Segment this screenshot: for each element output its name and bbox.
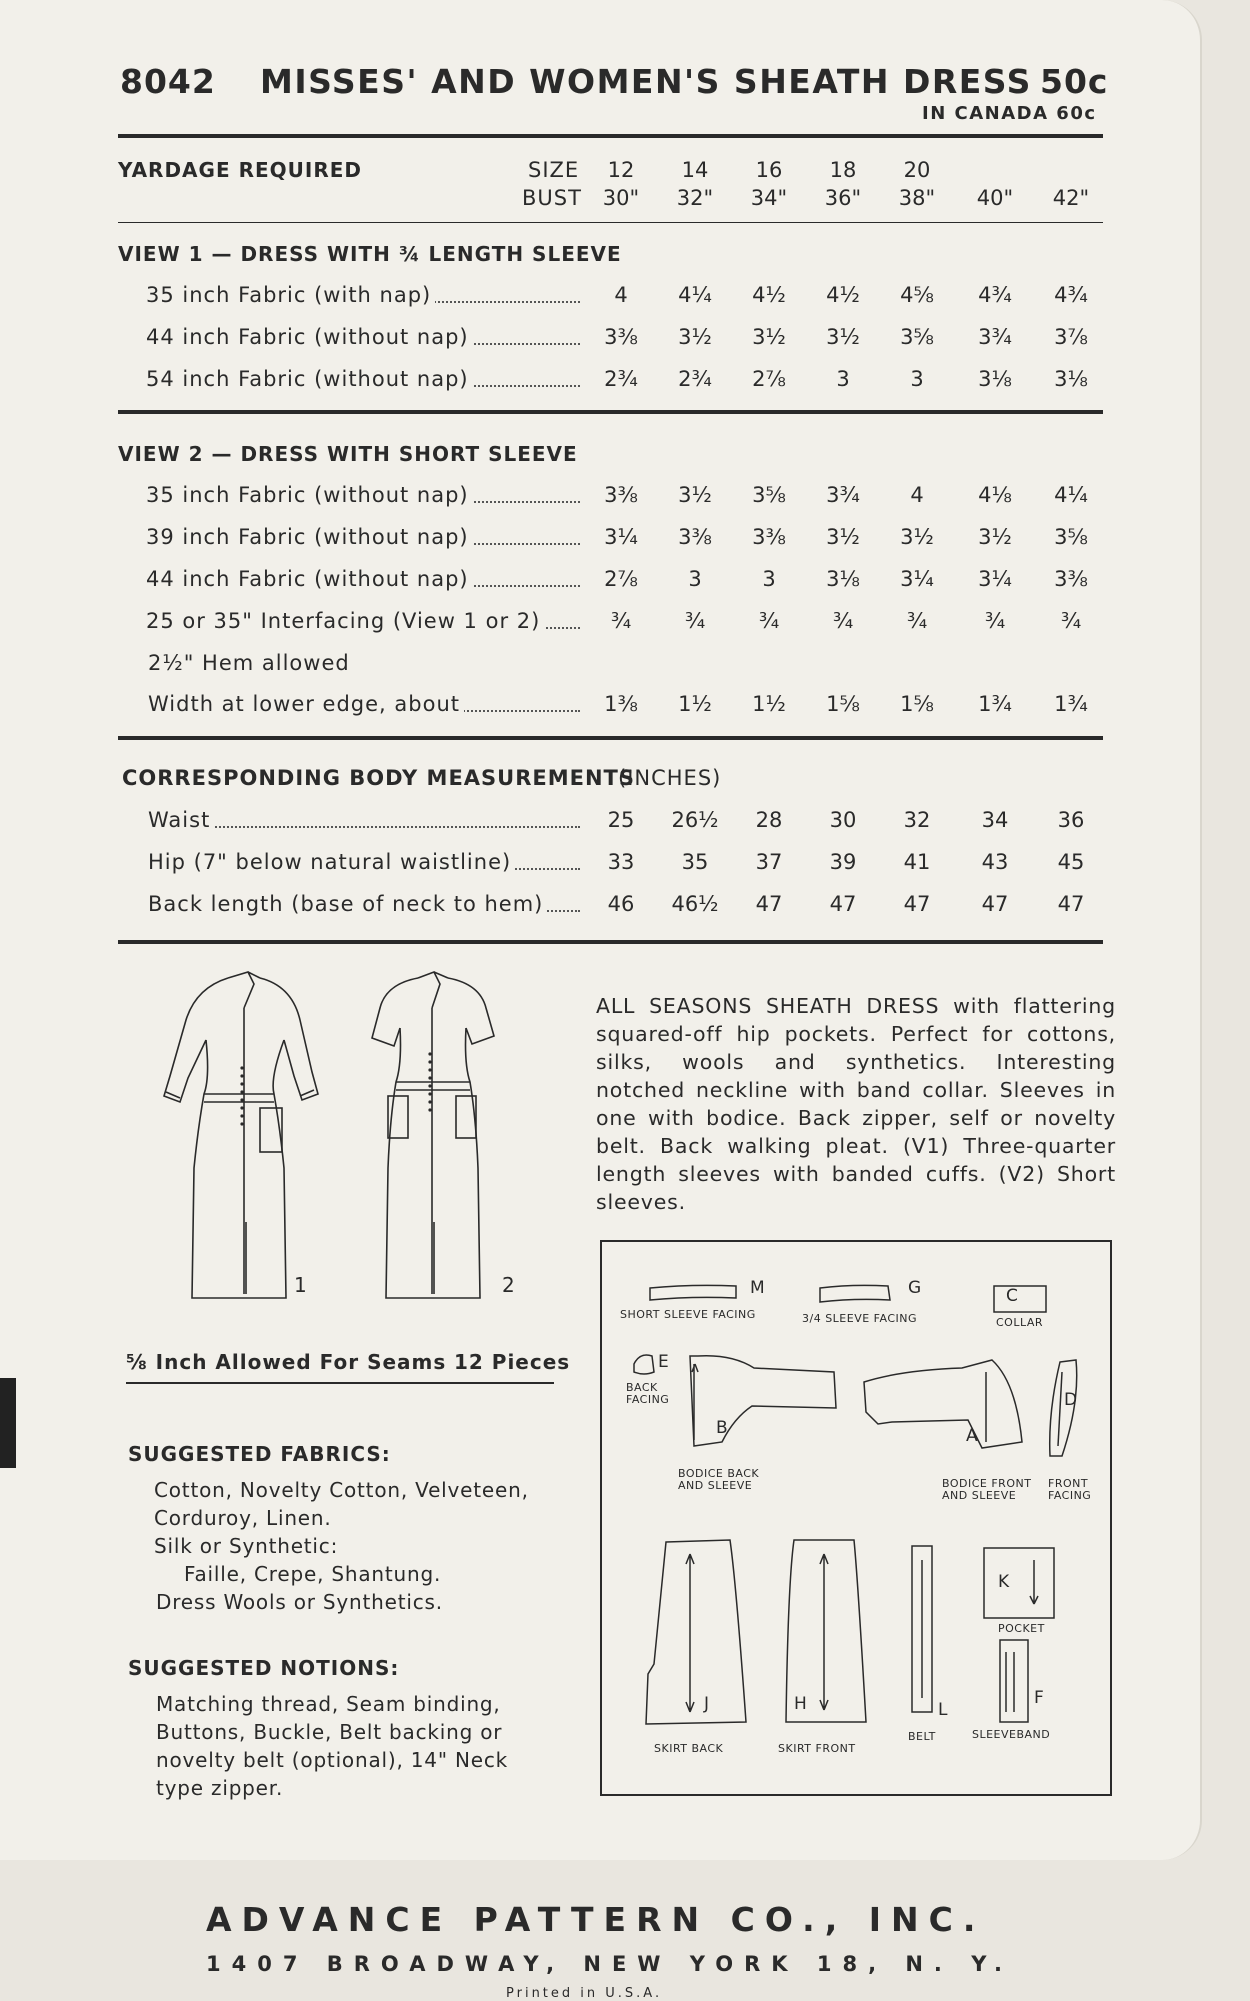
section-rule bbox=[118, 736, 1103, 740]
edge-tab-mark bbox=[0, 1378, 16, 1468]
value-cell: 25 bbox=[607, 808, 635, 832]
value-cell: 2⅞ bbox=[604, 567, 638, 591]
canada-price: IN CANADA 60c bbox=[922, 103, 1097, 124]
value-cell: 47 bbox=[981, 892, 1009, 916]
piece-letter-b: B bbox=[716, 1418, 728, 1438]
value-cell: 4⅛ bbox=[978, 483, 1012, 507]
thin-rule bbox=[118, 222, 1103, 223]
bust-label: BUST bbox=[522, 186, 582, 210]
piece-letter-l: L bbox=[938, 1700, 948, 1720]
value-cell: ¾ bbox=[610, 609, 632, 633]
size-cell: 16 bbox=[755, 158, 783, 182]
value-cell: 3⅜ bbox=[678, 525, 712, 549]
fabrics-title: SUGGESTED FABRICS: bbox=[128, 1442, 391, 1466]
row-label: 35 inch Fabric (with nap) bbox=[146, 283, 435, 307]
piece-letter-a: A bbox=[966, 1426, 978, 1446]
size-label: SIZE bbox=[528, 158, 580, 182]
view2-title: VIEW 2 — DRESS WITH SHORT SLEEVE bbox=[118, 442, 578, 466]
value-cell: 3 bbox=[836, 367, 850, 391]
size-cell: 12 bbox=[607, 158, 635, 182]
value-cell: 1⅝ bbox=[826, 692, 860, 716]
yardage-title: YARDAGE REQUIRED bbox=[118, 158, 362, 182]
bust-cell: 36" bbox=[824, 186, 862, 210]
value-cell: 3 bbox=[762, 567, 776, 591]
bust-cell: 38" bbox=[898, 186, 936, 210]
piece-letter-h: H bbox=[794, 1694, 807, 1714]
pattern-title: MISSES' AND WOMEN'S SHEATH DRESS bbox=[260, 62, 1032, 101]
value-cell: 4½ bbox=[826, 283, 860, 307]
value-cell: ¾ bbox=[758, 609, 780, 633]
piece-label-sleeve-facing: 3/4 SLEEVE FACING bbox=[802, 1312, 918, 1325]
size-cell: 20 bbox=[903, 158, 931, 182]
row-label: Hip (7" below natural waistline) bbox=[148, 850, 515, 874]
piece-letter-g: G bbox=[908, 1278, 922, 1298]
bust-cell: 32" bbox=[676, 186, 714, 210]
value-cell: ¾ bbox=[832, 609, 854, 633]
bust-cell: 30" bbox=[602, 186, 640, 210]
value-cell: 3⅛ bbox=[1054, 367, 1088, 391]
row-label: 54 inch Fabric (without nap) bbox=[146, 367, 473, 391]
seams-rule bbox=[126, 1382, 554, 1384]
fabric-line: Corduroy, Linen. bbox=[154, 1506, 332, 1530]
piece-letter-f: F bbox=[1034, 1688, 1044, 1708]
row-label: Width at lower edge, about bbox=[148, 692, 464, 716]
value-cell: 3⅜ bbox=[752, 525, 786, 549]
bust-cell: 40" bbox=[976, 186, 1014, 210]
value-cell: 3½ bbox=[900, 525, 934, 549]
value-cell: 3¾ bbox=[978, 325, 1012, 349]
value-cell: 41 bbox=[903, 850, 931, 874]
view2-label: 2 bbox=[502, 1273, 515, 1297]
section-rule bbox=[118, 940, 1103, 944]
bust-cell: 34" bbox=[750, 186, 788, 210]
view1-label: 1 bbox=[294, 1273, 307, 1297]
value-cell: 3½ bbox=[826, 525, 860, 549]
value-cell: 43 bbox=[981, 850, 1009, 874]
fabric-line: Faille, Crepe, Shantung. bbox=[184, 1562, 442, 1586]
hem-allowed: 2½" Hem allowed bbox=[148, 651, 350, 675]
notion-line: novelty belt (optional), 14" Neck bbox=[156, 1748, 509, 1772]
value-cell: 28 bbox=[755, 808, 783, 832]
value-cell: 36 bbox=[1057, 808, 1085, 832]
body-unit: (INCHES) bbox=[618, 766, 722, 790]
piece-letter-k: K bbox=[998, 1572, 1010, 1592]
row-label: 44 inch Fabric (without nap) bbox=[146, 325, 473, 349]
value-cell: 3⅝ bbox=[900, 325, 934, 349]
value-cell: 4¼ bbox=[678, 283, 712, 307]
piece-letter-j: J bbox=[704, 1694, 710, 1714]
row-label: 44 inch Fabric (without nap) bbox=[146, 567, 473, 591]
piece-label-back-facing: BACK FACING bbox=[626, 1381, 670, 1406]
pattern-number: 8042 bbox=[120, 62, 216, 101]
value-cell: 2⅞ bbox=[752, 367, 786, 391]
value-cell: 35 bbox=[681, 850, 709, 874]
value-cell: ¾ bbox=[984, 609, 1006, 633]
piece-label-collar: COLLAR bbox=[996, 1316, 1044, 1329]
value-cell: 3½ bbox=[826, 325, 860, 349]
value-cell: 2¾ bbox=[678, 367, 712, 391]
value-cell: 1¾ bbox=[1054, 692, 1088, 716]
value-cell: 2¾ bbox=[604, 367, 638, 391]
piece-label-bodice-back: BODICE BACK AND SLEEVE bbox=[678, 1467, 760, 1492]
value-cell: 3¾ bbox=[826, 483, 860, 507]
notion-line: Buttons, Buckle, Belt backing or bbox=[156, 1720, 503, 1744]
value-cell: 1¾ bbox=[978, 692, 1012, 716]
value-cell: 3⅜ bbox=[604, 325, 638, 349]
value-cell: 32 bbox=[903, 808, 931, 832]
value-cell: 3⅝ bbox=[752, 483, 786, 507]
seam-allowance: ⅝ Inch Allowed For Seams bbox=[126, 1350, 447, 1374]
row-label: 39 inch Fabric (without nap) bbox=[146, 525, 473, 549]
header-rule bbox=[118, 134, 1103, 138]
value-cell: 3½ bbox=[678, 483, 712, 507]
value-cell: 4⅝ bbox=[900, 283, 934, 307]
value-cell: 3¼ bbox=[604, 525, 638, 549]
section-rule bbox=[118, 410, 1103, 414]
value-cell: 3⅛ bbox=[826, 567, 860, 591]
notion-line: Matching thread, Seam binding, bbox=[156, 1692, 501, 1716]
piece-letter-e: E bbox=[658, 1352, 669, 1372]
piece-label-skirt-back: SKIRT BACK bbox=[654, 1742, 724, 1755]
value-cell: 3 bbox=[910, 367, 924, 391]
price: 50c bbox=[1040, 62, 1109, 101]
piece-letter-c: C bbox=[1006, 1286, 1018, 1306]
value-cell: 46 bbox=[607, 892, 635, 916]
value-cell: 26½ bbox=[671, 808, 719, 832]
value-cell: 46½ bbox=[671, 892, 719, 916]
company-name: ADVANCE PATTERN CO., INC. bbox=[206, 1900, 986, 1939]
body-title: CORRESPONDING BODY MEASUREMENTS bbox=[122, 766, 635, 790]
dress-illustrations bbox=[150, 968, 530, 1308]
piece-letter-m: M bbox=[750, 1278, 765, 1298]
size-cell: 14 bbox=[681, 158, 709, 182]
value-cell: 3⅜ bbox=[1054, 567, 1088, 591]
printed-in: Printed in U.S.A. bbox=[506, 1986, 663, 2001]
piece-label-belt: BELT bbox=[908, 1730, 936, 1743]
value-cell: 34 bbox=[981, 808, 1009, 832]
notions-title: SUGGESTED NOTIONS: bbox=[128, 1656, 400, 1680]
value-cell: 4 bbox=[614, 283, 628, 307]
value-cell: 3¼ bbox=[978, 567, 1012, 591]
value-cell: 47 bbox=[903, 892, 931, 916]
value-cell: 3⅛ bbox=[978, 367, 1012, 391]
view1-title: VIEW 1 — DRESS WITH ¾ LENGTH SLEEVE bbox=[118, 242, 622, 266]
piece-label-bodice-front: BODICE FRONT AND SLEEVE bbox=[942, 1477, 1032, 1502]
value-cell: 3⅝ bbox=[1054, 525, 1088, 549]
notion-line: type zipper. bbox=[156, 1776, 284, 1800]
row-label: Back length (base of neck to hem) bbox=[148, 892, 547, 916]
value-cell: ¾ bbox=[906, 609, 928, 633]
value-cell: 1⅜ bbox=[604, 692, 638, 716]
size-cell: 18 bbox=[829, 158, 857, 182]
piece-label-front-facing: FRONT FACING bbox=[1048, 1477, 1092, 1502]
description: ALL SEASONS SHEATH DRESS with flattering squared-off hip pockets. Perfect for cottons, silks, wools and synthetics. Interesting notched neckline with band collar. Sleeves in one with bodice. Back zipper, self or novelty belt. Back walking pleat. (V1) Three-quarter length sleeves with banded cuffs. (V2) Short sleeves. bbox=[596, 994, 1116, 1214]
value-cell: 1½ bbox=[678, 692, 712, 716]
piece-label-short-sleeve-facing: SHORT SLEEVE FACING bbox=[620, 1308, 756, 1321]
value-cell: 4 bbox=[910, 483, 924, 507]
fabric-line: Dress Wools or Synthetics. bbox=[156, 1590, 443, 1614]
value-cell: 3½ bbox=[678, 325, 712, 349]
value-cell: 47 bbox=[829, 892, 857, 916]
row-label: 25 or 35" Interfacing (View 1 or 2) bbox=[146, 609, 544, 633]
value-cell: 4¾ bbox=[1054, 283, 1088, 307]
value-cell: 4½ bbox=[752, 283, 786, 307]
value-cell: 3½ bbox=[978, 525, 1012, 549]
value-cell: 3⅜ bbox=[604, 483, 638, 507]
value-cell: 47 bbox=[1057, 892, 1085, 916]
value-cell: 33 bbox=[607, 850, 635, 874]
piece-label-sleeveband: SLEEVEBAND bbox=[972, 1728, 1051, 1741]
value-cell: 1½ bbox=[752, 692, 786, 716]
value-cell: ¾ bbox=[684, 609, 706, 633]
value-cell: 4¾ bbox=[978, 283, 1012, 307]
piece-letter-d: D bbox=[1064, 1390, 1078, 1410]
value-cell: 1⅝ bbox=[900, 692, 934, 716]
piece-label-pocket: POCKET bbox=[998, 1622, 1045, 1635]
value-cell: 37 bbox=[755, 850, 783, 874]
value-cell: 4¼ bbox=[1054, 483, 1088, 507]
pattern-pieces-diagram bbox=[600, 1240, 1112, 1796]
row-label: 35 inch Fabric (without nap) bbox=[146, 483, 473, 507]
value-cell: 30 bbox=[829, 808, 857, 832]
value-cell: 47 bbox=[755, 892, 783, 916]
piece-label-skirt-front: SKIRT FRONT bbox=[778, 1742, 856, 1755]
value-cell: 39 bbox=[829, 850, 857, 874]
value-cell: 3½ bbox=[752, 325, 786, 349]
fabric-line: Cotton, Novelty Cotton, Velveteen, bbox=[154, 1478, 529, 1502]
value-cell: 45 bbox=[1057, 850, 1085, 874]
bust-cell: 42" bbox=[1052, 186, 1090, 210]
value-cell: ¾ bbox=[1060, 609, 1082, 633]
fabric-line: Silk or Synthetic: bbox=[154, 1534, 339, 1558]
company-address: 1407 BROADWAY, NEW YORK 18, N. Y. bbox=[206, 1952, 1013, 1976]
piece-count: 12 Pieces bbox=[454, 1350, 571, 1374]
value-cell: 3⅞ bbox=[1054, 325, 1088, 349]
row-label: Waist bbox=[148, 808, 214, 832]
value-cell: 3 bbox=[688, 567, 702, 591]
value-cell: 3¼ bbox=[900, 567, 934, 591]
